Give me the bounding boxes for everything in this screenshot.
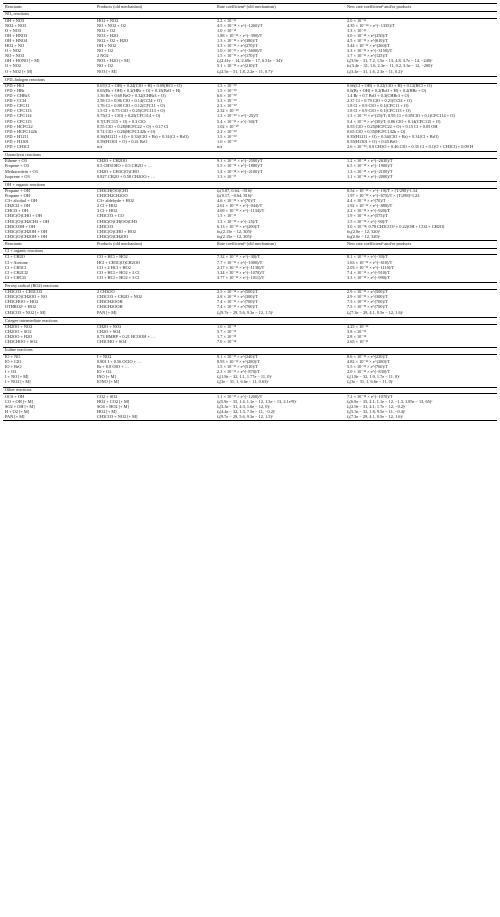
cell-products-old: CH2O + NO3 bbox=[97, 324, 122, 330]
cell-rate-new: 7.4 × 10⁻¹² × e^(−910)/T bbox=[347, 270, 391, 275]
cell-rate-old: 4.6 × 10⁻¹² × e^(70)/T bbox=[217, 199, 256, 204]
cell-reactants: OCS + OH bbox=[5, 393, 25, 399]
cell-reactants: Cl + Acetone bbox=[5, 260, 28, 265]
cell-products-old: IONO [+ M] bbox=[97, 379, 119, 385]
cell-rate-new: fₕₐ(2.0e − 12, 320)ᶜ bbox=[347, 229, 381, 234]
col-reactants-header: Reactants bbox=[3, 4, 95, 12]
cell-reactants: H + O2 [+ M] bbox=[5, 409, 30, 414]
cell-reactants: CH2OO + NO2 bbox=[5, 324, 33, 330]
cell-rate-old: fₓ(1.8e − 32, 1.1, 1.77e − 11, 0)ᶜ bbox=[217, 374, 272, 380]
cell-reactants: Cl + CH3Cl bbox=[5, 265, 26, 270]
cell-reactants: CH3CO3 + NO2 [+ M] bbox=[5, 310, 46, 315]
cell-rate-old: 3.3 × 10⁻¹² × e^(270)/T bbox=[217, 43, 258, 49]
col-new-rate-header: New rate coefficientᵇ and/or products bbox=[345, 4, 497, 12]
cell-rate-old: 1.4 × 10⁻¹⁵ × e^(−2100)/T bbox=[217, 169, 263, 174]
cell-products-old: NO + O2 bbox=[97, 49, 114, 54]
cell-rate-new: fₓ(7.3e − 29, 4.1, 9.5e − 12, 1.6)ᶜ bbox=[347, 310, 404, 315]
cell-products-old: C3+ aldehyde + HO2 bbox=[97, 199, 134, 204]
cell-rate-new: fₖ(3.4e − 31, 1.6, 2.3e − 11, 0.2, 3.3e − 12, −200)ᶜ bbox=[347, 64, 433, 69]
cell-reactants: CO + OH [+ M] bbox=[5, 399, 34, 404]
cell-products-old: CO + 2 HCl + HO2 bbox=[97, 265, 131, 270]
cell-rate-old: fₓ(3e − 31, 1, 6.6e − 11, 0.63)ᶜ bbox=[217, 379, 269, 385]
cell-products-old: 0.74 ClO + 0.26(HCFC142b + O) bbox=[97, 129, 156, 134]
cell-reactants: Propane + OH bbox=[5, 188, 30, 194]
cell-products-old: NO + NO2 + O2 bbox=[97, 23, 126, 28]
cell-reactants: O¹D + CHBr3 bbox=[5, 94, 30, 99]
cell-rate-old: 1.7 × 10⁻¹⁵ bbox=[217, 335, 237, 340]
section-header-row bbox=[3, 11, 497, 18]
cell-products-old: 0.67(Cl + OH) + 0.24(ClO + H) + 0.09(HCl + O) bbox=[97, 83, 182, 88]
cell-rate-new: 0.66(Cl + OH) + 0.22(ClO + H) + 0.12(HCl + O) bbox=[347, 83, 432, 88]
cell-rate-old: fₓ(3.3e − 31, 4.3, 1.6e − 12, 0)ᶜ bbox=[217, 404, 270, 409]
section-title: OH + organic reactions bbox=[3, 182, 497, 189]
section-title: Peroxy radical (RO2) reactions bbox=[3, 283, 497, 290]
cell-reactants: Isoprene + O3 bbox=[5, 174, 30, 179]
cell-rate-old: 1.5 × 10⁻¹⁰ bbox=[217, 83, 237, 88]
cell-products-old: n/a bbox=[97, 144, 103, 149]
cell-products-old: 0.59(H1301 + O) + 0.41 BrO bbox=[97, 139, 148, 144]
cell-rate-new: 1.97 × 10⁻¹² × e^(−675)/T × (T/298)^1.23 bbox=[347, 194, 420, 199]
cell-products-old: 2 CH3OO bbox=[97, 289, 115, 295]
cell-products-old: CH3C(O)CH(OO)CH3 bbox=[97, 219, 138, 224]
cell-rate-new: 4.5 × 10⁻¹³ × e^(610)/T bbox=[347, 38, 388, 44]
cell-rate-old: 2.8 × 10⁻¹² × e^(300)/T bbox=[217, 295, 258, 300]
cell-products-old: CH2O + CH2OO bbox=[97, 158, 128, 164]
cell-rate-new: 8.1 × 10⁻¹¹ × e^(−30)/T bbox=[347, 254, 388, 260]
cell-rate-old: fₓ(2.41e − 14, 2.69e − 17, 6.51e − 34)ᶜ bbox=[217, 59, 283, 64]
cell-rate-old: fₕᵦ(2.15e − 12, 305)ᶜ bbox=[217, 234, 253, 239]
cell-rate-new: fₓ(5.3e − 32, 1.8, 9.5e − 11, −0.4)ᶜ bbox=[347, 409, 406, 414]
cell-rate-new: 5.5 × 10⁻¹² × e^(760)/T bbox=[347, 364, 388, 369]
cell-rate-old: 8.93 × 10⁻¹² × e^(280)/T bbox=[217, 359, 260, 364]
cell-products-old: IO + O2 bbox=[97, 369, 112, 374]
cell-rate-old: 1.0 × 10⁻¹⁵ bbox=[217, 324, 237, 330]
cell-products-old: HCl + CH3C(O)CH2OO bbox=[97, 260, 141, 265]
table-body-part-1 bbox=[3, 11, 497, 240]
document-page bbox=[3, 3, 497, 421]
cell-rate-new: 3.3 × 10⁻¹² × e^(−3150)/T bbox=[347, 49, 393, 54]
cell-reactants: Propane + OH bbox=[5, 194, 30, 199]
cell-products-old: Br + 0.8 OIO + … bbox=[97, 364, 129, 369]
cell-rate-old: 3.77 × 10⁻¹² × e^(−1011)/T bbox=[217, 275, 265, 280]
cell-rate-old: fₕₐ(2.15e − 12, 305)ᶜ bbox=[217, 229, 253, 234]
cell-rate-old: 2.61 × 10⁻¹² × e^(−944)/T bbox=[217, 204, 263, 209]
cell-rate-new: 8.54 × 10⁻¹³ × e^(−19)/T × (T/298)^1.54 bbox=[347, 188, 418, 194]
cell-rate-new: 2.8 × 10⁻¹⁶ bbox=[347, 335, 367, 340]
cell-rate-new: 1.3 × 10⁻¹⁵ × e^(−2100)/T bbox=[347, 169, 393, 174]
section-header-row bbox=[3, 77, 497, 84]
cell-products-old: HO2 + NO2 bbox=[97, 18, 119, 23]
cell-rate-old: 2.5 × 10⁻¹² × e^(500)/T bbox=[217, 289, 258, 295]
table-row bbox=[3, 415, 497, 421]
cell-rate-new: 0.6(Br + OH) + 0.2(BrO + H) + 0.2(HBr + O) bbox=[347, 88, 427, 94]
cell-rate-old: 5.4 × 10⁻¹¹ × e^(−30)/T bbox=[217, 119, 258, 124]
cell-rate-new: 1.92 × 10⁻¹² × e^(−880)/T bbox=[347, 204, 393, 209]
cell-rate-old: 1.3 × 10⁻¹² × e^(−25)/T bbox=[217, 219, 258, 224]
section-title: Other reactions bbox=[3, 387, 497, 394]
cell-reactants: CH3CHOO + SO2 bbox=[5, 340, 38, 345]
cell-rate-new: 7.2 × 10⁻¹⁴ × e^(−1070)/T bbox=[347, 393, 393, 399]
section-header-row bbox=[3, 152, 497, 159]
cell-rate-old: 9.1 × 10⁻¹⁵ × e^(−2580)/T bbox=[217, 158, 263, 164]
cell-products-old: CH2O + CH3C(O)CHO bbox=[97, 169, 139, 174]
cell-rate-old: 1.5 × 10⁻¹¹ × e^(170)/T bbox=[217, 54, 258, 59]
cell-products-old: CH3CO3 bbox=[97, 224, 114, 229]
cell-rate-new: 8.6 × 10⁻¹² × e^(230)/T bbox=[347, 354, 388, 359]
cell-rate-new: 0.55 ClO + 0.25(HCFC22 + O) + 0.15 Cl + 0.05 OH bbox=[347, 124, 438, 129]
cell-rate-old: 7.4 × 10⁻¹³ × e^(700)/T bbox=[217, 305, 258, 310]
cell-reactants: OH + NO3 bbox=[5, 18, 25, 23]
cell-products-old: CH3CO3 + CH2O + NO2 bbox=[97, 295, 142, 300]
cell-rate-old: 2.3 × 10⁻¹¹ × e^(−870)/T bbox=[217, 369, 261, 374]
cell-rate-old: 1.5 × 10⁻¹⁰ bbox=[217, 134, 237, 139]
cell-reactants: O¹D + CFC11 bbox=[5, 104, 30, 109]
cell-rate-new: 4.35 × 10⁻¹⁴ × e^(−1335)/T bbox=[347, 23, 395, 28]
cell-reactants: SO2 + OH [+ M] bbox=[5, 404, 35, 409]
cell-rate-new: 2.37 Cl + 0.79 ClO + 0.21(CCl4 + O) bbox=[347, 99, 412, 104]
cell-rate-new: 1.9 × 10⁻¹² × e^(575)/T bbox=[347, 214, 388, 219]
cell-reactants: IO + BrO bbox=[5, 364, 22, 369]
cell-rate-new: fₕᵦ(2.0e − 12, 320)ᶜ bbox=[347, 234, 381, 239]
cell-products-old: HO2 [+ M] bbox=[97, 409, 117, 414]
cell-reactants: CH3C(O)CHO + OH bbox=[5, 214, 42, 219]
cell-rate-old: 7.0 × 10⁻¹⁴ bbox=[217, 340, 237, 345]
cell-rate-old: 9.1 × 10⁻¹² × e^(240)/T bbox=[217, 354, 258, 359]
cell-rate-new: fₓ(2.9e − 31, 4.1, 1.7e − 12, −0.2)ᶜ bbox=[347, 404, 406, 409]
cell-reactants: O + NO3 bbox=[5, 28, 22, 33]
cell-products-old: CH3CH2OOH bbox=[97, 300, 123, 305]
cell-rate-old: 1.3 × 10⁻¹² × e^(380)/T bbox=[217, 38, 258, 44]
cell-reactants: CH2Cl2 + OH bbox=[5, 204, 31, 209]
cell-products-old: NO2 + O2 + H2O bbox=[97, 38, 129, 44]
cell-rate-old: 1.5 × 10⁻¹⁰ bbox=[217, 88, 237, 94]
col-reactants-header: Reactants bbox=[3, 240, 95, 248]
cell-rate-new: 1.3 × 10⁻¹¹ bbox=[347, 28, 367, 33]
cell-rate-new: 4.25 × 10⁻¹² bbox=[347, 324, 369, 330]
cell-reactants: Cl + CH2O bbox=[5, 254, 25, 260]
cell-products-old: CH3CHO + SO4 bbox=[97, 340, 127, 345]
cell-products-old: INO [+ M] bbox=[97, 374, 116, 380]
section-title: NOₓ reactions bbox=[3, 11, 497, 18]
cell-reactants: O¹D + HBr bbox=[5, 88, 25, 94]
cell-products-old: SO4 + HO2 [+ M] bbox=[97, 404, 129, 409]
cell-products-old: NO2 + O2 bbox=[97, 28, 116, 33]
cell-rate-new: 3.0 × 10⁻¹⁴ × e^(250)/T bbox=[347, 33, 388, 38]
cell-products-old: CH3C(O)CH2OO bbox=[97, 234, 129, 239]
cell-rate-new: 1.63 × 10⁻¹¹ × e^(−610)/T bbox=[347, 260, 393, 265]
reaction-rate-table bbox=[3, 3, 497, 421]
cell-reactants: O¹D + HCl bbox=[5, 83, 25, 88]
cell-products-old: 0.5 CH3CHO + 0.5 CH2O + … bbox=[97, 164, 152, 169]
cell-products-old: 0.7(CFC115 + O) + 0.3 ClO bbox=[97, 119, 146, 124]
cell-reactants: Ethene + O3 bbox=[5, 158, 27, 164]
cell-reactants: Methacrolein + O3 bbox=[5, 169, 38, 174]
cell-rate-old: n/a bbox=[217, 144, 223, 149]
cell-reactants: IO + ClO bbox=[5, 359, 22, 364]
cell-reactants: C3+ alcohol + OH bbox=[5, 199, 37, 204]
cell-reactants: O¹D + CFC115 bbox=[5, 119, 32, 124]
cell-reactants: O¹D + H1301 bbox=[5, 139, 29, 144]
cell-reactants: CHCl3 + OH bbox=[5, 209, 28, 214]
column-header-row bbox=[3, 4, 497, 12]
cell-rate-old: 6.13 × 10⁻¹³ × e^(200)/T bbox=[217, 224, 260, 229]
cell-reactants: CH3CHOO + HO2 bbox=[5, 300, 39, 305]
col-products-header: Products (old mechanism) bbox=[95, 240, 215, 248]
cell-products-old: 2 NO2 bbox=[97, 54, 109, 59]
cell-reactants: O¹D + CFC113 bbox=[5, 109, 32, 114]
cell-rate-old: 7.7 × 10⁻¹¹ × e^(−1000)/T bbox=[217, 260, 263, 265]
cell-products-old: CO + HCl + HO2 + 2 Cl bbox=[97, 270, 140, 275]
cell-rate-new: fₔ(7.3e − 29, 4.1, 9.5e − 12, 1.6)ᶜ bbox=[345, 415, 497, 421]
cell-rate-old: 1.0 × 10⁻¹¹ bbox=[217, 28, 237, 33]
cell-rate-old: 1.3 × 10⁻¹⁷ bbox=[217, 174, 237, 179]
section-header-row bbox=[3, 283, 497, 290]
cell-reactants: O + NO2 bbox=[5, 64, 22, 69]
section-header-row bbox=[3, 248, 497, 255]
cell-rate-old: fₚ(5.87, 0.64, −816)ᶜ bbox=[217, 188, 253, 194]
cell-rate-new: 2.0 × 10⁻¹¹ × e^(−830)/T bbox=[347, 369, 391, 374]
cell-products-old: CH2O + SO4 bbox=[97, 329, 121, 335]
cell-rate-old: 1.5 × 10⁻¹¹ × e^(510)/T bbox=[217, 364, 258, 369]
cell-reactants: O¹D + CH3Cl bbox=[5, 144, 30, 149]
cell-rate-old: 2.2 × 10⁻¹⁰ bbox=[217, 129, 237, 134]
cell-products-old: I + NO2 bbox=[97, 354, 112, 359]
cell-rate-new: 1.7 × 10⁻¹¹ × e^(125)/T bbox=[347, 54, 388, 59]
cell-reactants: CH3C(O)CH2CH3 + OH bbox=[5, 219, 49, 224]
cell-rate-new: fₓ(3.4e − 31, 1.6, 2.3e − 11, 0.2)ᶜ bbox=[347, 69, 403, 74]
cell-rate-old: 1.5 × 10⁻¹¹ bbox=[217, 214, 237, 219]
column-header-row-repeat bbox=[3, 240, 497, 248]
cell-rate-new: 1.1 × 10⁻¹⁴ × e^(−2000)/T bbox=[347, 174, 393, 179]
cell-reactants: O + NO2 bbox=[5, 49, 22, 54]
cell-rate-new: 0.55(H1301 + O) + 0.45 BrO bbox=[347, 139, 398, 144]
cell-reactants: I + O3 bbox=[5, 369, 17, 374]
cell-reactants: IO + NO bbox=[5, 354, 21, 359]
cell-reactants: OH + HNO3 bbox=[5, 33, 28, 38]
cell-rate-old: 5.1 × 10⁻¹² × e^(210)/T bbox=[217, 64, 258, 69]
cell-products-old: CH3CO3 + CO bbox=[97, 214, 124, 219]
cell-rate-old: fₑ(5.9e − 33, 1.4, 1.1e − 12, 1.3e − 13, 2.1e¹9)ᶜ bbox=[217, 399, 297, 404]
cell-reactants: CH2OO + SO2 bbox=[5, 329, 32, 335]
cell-products-old: 0.801 I + 0.56 OClO + … bbox=[97, 359, 142, 364]
cell-rate-old: 2.32 × 10⁻¹⁰ bbox=[217, 109, 239, 114]
cell-rate-old: fₓ(9.7e − 29, 5.6, 9.3e − 12, 1.5)ᶜ bbox=[217, 310, 274, 315]
cell-rate-old: 1.02 × 10⁻¹⁰ bbox=[217, 124, 239, 129]
cell-rate-old: fₚ(0.17, −0.64, 816)ᶜ bbox=[217, 194, 253, 199]
cell-rate-new: 1.2 × 10⁻¹⁴ × e^(−2630)/T bbox=[347, 158, 393, 164]
cell-reactants: Propene + O3 bbox=[5, 164, 29, 169]
cell-rate-new: 1.4 Br + 0.7 BrO + 0.3(CHBr3 + O) bbox=[347, 94, 410, 99]
cell-reactants: NO2 + NO3 bbox=[5, 23, 27, 28]
cell-reactants: CH3CO3 + CH3CO3 bbox=[5, 289, 43, 295]
cell-rate-new: 0.35(H1211 + O) + 0.34(ClO + Br) + 0.31(Cl + BrO) bbox=[347, 134, 439, 139]
cell-products-old: CH3CH2CH2OO bbox=[97, 194, 128, 199]
cell-rate-old: 7.4 × 10⁻¹³ × e^(700)/T bbox=[217, 300, 258, 305]
cell-reactants: PAN [+ M] bbox=[3, 415, 95, 421]
cell-rate-new: 3.8 × 10⁻¹¹ bbox=[347, 329, 367, 335]
cell-products-old: CH3CO3 + NO2 [+ M] bbox=[95, 415, 215, 421]
col-products-header: Products (old mechanism) bbox=[95, 4, 215, 12]
cell-rate-old: 1.0 × 10⁻¹¹ × e^(−3600)/T bbox=[217, 49, 263, 54]
cell-reactants: HO2 + NO bbox=[5, 43, 25, 49]
cell-reactants: I + NO2 [+ M] bbox=[5, 379, 31, 385]
cell-reactants: CH3C(O)CH2OO + NO bbox=[5, 295, 48, 300]
cell-reactants: OTHRO2ᵉ + HO2 bbox=[5, 305, 36, 310]
cell-reactants: O¹D + HCFC142b bbox=[5, 129, 37, 134]
cell-products-old: OH + NO2 bbox=[97, 43, 117, 49]
cell-rate-old: 1.24 × 10⁻¹² × e^(−1070)/T bbox=[217, 270, 265, 275]
cell-products-old: NO3 + H2O [+ M] bbox=[97, 59, 130, 64]
cell-rate-new: 3.0 × 10⁻¹⁴; 0.78 CH3CO3ᵈ + 0.22(OH + CO2 + CH2O) bbox=[347, 224, 445, 229]
cell-reactants: O¹D + CFC114 bbox=[5, 114, 32, 119]
cell-reactants: CH3C(O)CH2OH + OH bbox=[5, 229, 48, 234]
cell-products-old: 0.73 HMHP + 0.21 HCOOH + … bbox=[97, 335, 156, 340]
section-header-row bbox=[3, 387, 497, 394]
cell-rate-old: 6.6 × 10⁻¹⁰ bbox=[217, 94, 237, 99]
cell-products-old: 1.76 Cl + 0.88 ClO + 0.12(CFC11 + O) bbox=[97, 104, 165, 109]
cell-products-old: 0.36(H1211 + O) + 0.33(ClO + Br) + 0.31(Cl + BrO) bbox=[97, 134, 189, 139]
cell-rate-old: 7.32 × 10⁻¹¹ × e^(−30)/T bbox=[217, 254, 261, 260]
cell-rate-old: 3.3 × 10⁻¹⁰ bbox=[217, 99, 237, 104]
cell-rate-old: 2.3 × 10⁻¹⁰ bbox=[217, 104, 237, 109]
cell-reactants: O¹D + H1211 bbox=[5, 134, 29, 139]
table-body-part-2 bbox=[3, 248, 497, 420]
cell-rate-new: 6.5 × 10⁻¹⁵ × e^(−1900)/T bbox=[347, 164, 393, 169]
cell-reactants: OH + HONO [+ M] bbox=[5, 59, 40, 64]
cell-rate-old: 2.2 × 10⁻¹¹ bbox=[217, 18, 237, 23]
cell-rate-old: 1.1 × 10⁻¹³ × e^(−1200)/T bbox=[217, 393, 263, 399]
cell-products-old: 0.75(Cl + ClO) + 0.25(CFC114 + O) bbox=[97, 114, 161, 119]
cell-rate-new: fₓ(3e − 31, 1, 6.6e − 11, 0)ᶜ bbox=[347, 379, 394, 385]
cell-rate-old: 5.5 × 10⁻¹⁵ × e^(−1880)/T bbox=[217, 164, 263, 169]
cell-products-old: 0.55 ClO + 0.28(HCFC22 + O) + 0.17 Cl bbox=[97, 124, 169, 129]
cell-reactants: NO + NO3 bbox=[5, 54, 25, 59]
cell-rate-old: 4.69 × 10⁻¹² × e^(−1134)/T bbox=[217, 209, 265, 214]
cell-reactants: O¹D + HCFC22 bbox=[5, 124, 33, 129]
cell-products-old: 0.65(Br + OH) + 0.2(HBr + O) + 0.15(BrO + H) bbox=[97, 88, 181, 94]
cell-rate-new: 5.4 × 10⁻¹¹ × e^(30)/T; 0.86 ClO + 0.14(CFC115 + O) bbox=[347, 119, 441, 124]
cell-rate-new: 2.9 × 10⁻¹² × e^(500)/T bbox=[347, 289, 388, 295]
cell-rate-old: 1.88 × 10⁻¹³ × e^(−390)/T bbox=[217, 33, 263, 38]
cell-products-old: PAN [+ M] bbox=[97, 310, 117, 315]
cell-reactants: Cl + CH2Cl2 bbox=[5, 270, 28, 275]
cell-rate-old: 1.3 × 10⁻¹⁰ × e^(−25)/T bbox=[217, 114, 259, 119]
section-title: Iodine reactions bbox=[3, 347, 497, 354]
cell-rate-old: fₓ(4.4e − 32, 1.3, 7.5e − 11, −0.2)ᶜ bbox=[217, 409, 276, 414]
section-header-row bbox=[3, 347, 497, 354]
cell-products-old: HO2 + CO2 [+ M] bbox=[97, 399, 130, 404]
cell-products-old: NO3 + H2O bbox=[97, 33, 119, 38]
cell-reactants: Cl + CHCl3 bbox=[5, 275, 26, 280]
cell-products-old: 1.5 Cl + 0.75 ClO + 0.25(CFC113 + O) bbox=[97, 109, 165, 114]
section-title: Cl + organic reactions bbox=[3, 248, 497, 255]
cell-rate-old: fₔ(9.7e − 29, 5.6, 9.3e − 12, 1.5)ᶜ bbox=[215, 415, 345, 421]
cell-products-old: CH3C(O)CHO + HO2 bbox=[97, 229, 136, 234]
cell-products-old: 1.36 Br + 0.68 BrO + 0.32(CHBr3 + O) bbox=[97, 94, 166, 99]
cell-rate-new: 7.5 × 10⁻¹³ × e^(700)/T bbox=[347, 305, 388, 310]
cell-rate-new: fₑ(6.9e − 33, 2.1, 1.1e − 12, −1.3, 1.85e − 13, 65)ᶜ bbox=[347, 399, 433, 404]
section-header-row bbox=[3, 182, 497, 189]
repeated-header bbox=[3, 240, 497, 248]
cell-rate-old: 1.0 × 10⁻¹⁰ bbox=[217, 139, 237, 144]
cell-rate-new: 2.03 × 10⁻¹¹ × e^(−1110)/T bbox=[347, 265, 395, 270]
cell-reactants: O + NO2 [+ M] bbox=[5, 69, 33, 74]
cell-products-old: NO + O2 bbox=[97, 64, 114, 69]
cell-products-old: CH3CH(OO)CH3 bbox=[97, 188, 129, 194]
cell-products-old: 0.827 CH2O + 0.58 CH2OO + … bbox=[97, 174, 156, 179]
cell-rate-new: 7.5 × 10⁻¹³ × e^(700)/T bbox=[347, 300, 388, 305]
cell-rate-new: 2.0 × 10⁻¹¹ bbox=[347, 18, 367, 23]
cell-rate-new: 2.2 × 10⁻¹² × e^(−920)/T bbox=[347, 209, 391, 214]
section-title: Criegee intermediate reactions bbox=[3, 318, 497, 325]
cell-rate-new: 1.3 × 10⁻¹⁰ × e^(25)/T; 0.95 Cl + 0.85ClO + 0.1(CFC114 + O) bbox=[347, 114, 455, 119]
cell-rate-old: 3.7 × 10⁻¹¹ bbox=[217, 329, 237, 335]
cell-reactants: CH3CO3H + OH bbox=[5, 224, 36, 229]
section-title: Ozonolysis reactions bbox=[3, 152, 497, 159]
cell-rate-old: 4.5 × 10⁻¹⁴ × e^(−1260)/T bbox=[217, 23, 263, 28]
cell-products-old: CO + HCl + HO2 + 3 Cl bbox=[97, 275, 140, 280]
col-rate-header: Rate coefficientᵇ (old mechanism) bbox=[215, 240, 345, 248]
col-rate-header: Rate coefficientᵇ (old mechanism) bbox=[215, 4, 345, 12]
cell-rate-new: 1.8 Cl + 0.9 ClO + 0.1(CFC11 + O) bbox=[347, 104, 409, 109]
cell-products-old: CH3CH2OOH bbox=[97, 305, 123, 310]
cell-rate-new: 3.44 × 10⁻¹² × e^(260)/T bbox=[347, 43, 390, 49]
col-new-rate-header: New rate coefficientᵇ and/or products bbox=[345, 240, 497, 248]
cell-rate-new: 3.3 × 10⁻¹² × e^(−990)/T bbox=[347, 275, 391, 280]
cell-reactants: OH + HNO4 bbox=[5, 38, 28, 44]
cell-products-old: NO3 [+ M] bbox=[97, 69, 117, 74]
cell-reactants: O¹D + CCl4 bbox=[5, 99, 27, 104]
cell-rate-new: 0.65 ClO + 0.35(HCFC142b + O) bbox=[347, 129, 406, 134]
cell-products-old: CO2 + SO2 bbox=[97, 393, 118, 399]
cell-rate-new: 2.9 × 10⁻¹² × e^(300)/T bbox=[347, 295, 388, 300]
cell-products-old: 3 Cl + HO2 bbox=[97, 209, 118, 214]
cell-reactants: CH2OO + H2O bbox=[5, 335, 33, 340]
cell-rate-old: 2.17 × 10⁻¹¹ × e^(−1130)/T bbox=[217, 265, 265, 270]
cell-rate-new: 1.5 × 10⁻¹² × e^(−90)/T bbox=[347, 219, 388, 224]
cell-rate-new: 4.4 × 10⁻¹² × e^(70)/T bbox=[347, 199, 386, 204]
cell-products-old: 2 Cl + HO2 bbox=[97, 204, 118, 209]
cell-rate-new: 4.82 × 10⁻¹² × e^(280)/T bbox=[347, 359, 390, 364]
cell-products-old: CO + HCl + HO2 bbox=[97, 254, 128, 260]
cell-rate-new: fₓ(3.9e − 31, 7.2, 1.5e − 13, 4.8, 3.7e − 14, −240)ᶜ bbox=[347, 59, 433, 64]
cell-products-old: 2.58 Cl + 0.86 ClO + 0.14(CCl4 + O) bbox=[97, 99, 162, 104]
section-title: O¹D–halogen reactions bbox=[3, 77, 497, 84]
cell-rate-new: 2.6 × 10⁻¹⁰; 0.9 CH3O + 0.46 ClO + 0.35 Cl + 0.1(O + CH3Cl) + 0.09 H bbox=[347, 144, 473, 149]
cell-rate-new: 2.65 × 10⁻¹¹ bbox=[347, 340, 369, 345]
cell-reactants: CH3C(O)CH2OH + OH bbox=[5, 234, 48, 239]
cell-reactants: I + NO [+ M] bbox=[5, 374, 29, 380]
section-header-row bbox=[3, 318, 497, 325]
cell-rate-new: 1.8 Cl + 0.9 ClO + 0.1(CFC113 + O) bbox=[347, 109, 411, 114]
cell-rate-new: fₓ(1.8e − 32, 1.0, 1.7e − 11, 0)ᶜ bbox=[347, 374, 400, 380]
cell-rate-old: fₓ(2.5e − 31, 1.8, 2.2e − 11, 0.7)ᶜ bbox=[217, 69, 273, 74]
